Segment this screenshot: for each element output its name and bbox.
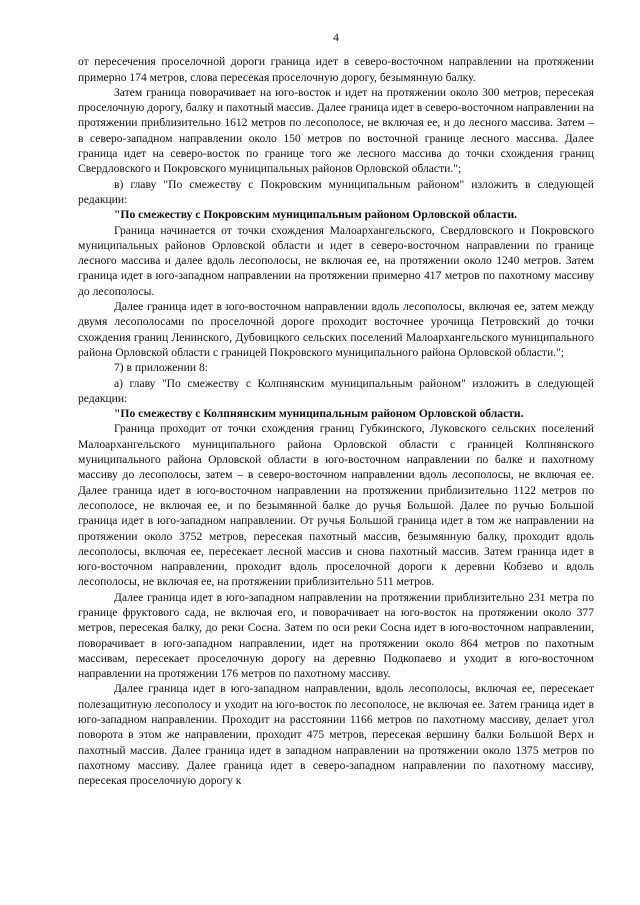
section-heading: "По смежеству с Покровским муниципальным районом Орловской области.	[114, 208, 518, 222]
paragraph: а) главу "По смежеству с Колпнянским муниципальным районом" изложить в следующей редакции:	[78, 376, 594, 405]
section-heading: "По смежеству с Колпнянским муниципальным районом Орловской области.	[114, 407, 524, 421]
paragraph: Далее граница идет в юго-восточном направлении вдоль лесополосы, включая ее, затем между двумя лесополосами по проселочной дороге проходит восточнее урочища Петровский до точки схождения границ Ленинского, Дубовицкого сельских поселений Малоархангельского муниципального района Орловской области с границей Покровского муниципального района Орловской области.";	[78, 300, 594, 359]
paragraph: Далее граница идет в юго-западном направлении, вдоль лесополосы, включая ее, пересекает полезащитную лесополосу и уходит на юго-восток по лесополосе, не включая ее. Затем граница идет в юго-западном направлении. Проходит на расстоянии 1166 метров по пахотному массиву, делает угол поворота в этом же направлении, проходит 475 метров, пересекая вершину балки Большой Верх и пахотный массив. Далее граница идет в западном направлении на протяжении около 1375 метров по пахотному массиву. Далее граница идет в северо-западном направлении по пахотному массиву, пересекая проселочную дорогу к	[78, 682, 594, 788]
paragraph: в) главу "По смежеству с Покровским муниципальным районом" изложить в следующей редакции:	[78, 177, 594, 206]
paragraph: Затем граница поворачивает на юго-восток и идет на протяжении около 300 метров, пересекая проселочную дорогу, балку и пахотный массив. Далее граница идет в северо-восточном направлении на протяжении приблизительно 1612 метров по лесополосе, не включая ее, и до лесного массива. Затем – в северо-западном направлении около 150 метров по восточной границе лесного массива. Далее граница идет на северо-восток по границе того же лесного массива до точки схождения границ Свердловского и Покровского муниципальных районов Орловской области.";	[78, 85, 594, 176]
paragraph: Граница проходит от точки схождения границ Губкинского, Луковского сельских поселений Малоархангельского муниципального района Орловской области с границей Колпнянского муниципального района Орловской области в юго-восточном направлении по балке и пахотному массиву до лесополосы, затем – в северо-восточном направлении вдоль лесополосы, не включая ее. Далее граница идет в юго-восточном направлении на протяжении приблизительно 1122 метров по лесополосе, не включая ее, и по безымянной балке до ручья Большой. Далее по ручью Большой граница идет в юго-западном направлении. От ручья Большой граница идет в том же направлении на протяжении около 3752 метров, пересекая пахотный массив, безымянную балку, проходит вдоль лесополосы, включая ее, пересекает лесной массив и снова пахотный массив. Затем граница идет в юго-восточном направлении, проходит вдоль проселочной дороги к деревни Кобзево и вдоль лесополосы, не включая ее, на протяжении приблизительно 511 метров.	[78, 422, 594, 589]
paragraph: Граница начинается от точки схождения Малоархангельского, Свердловского и Покровского муниципальных районов Орловской области и идет в северо-восточном направлении по границе лесного массива и далее вдоль лесополосы, не включая ее, на протяжении около 1240 метров. Затем граница идет в юго-западном направлении на протяжении примерно 417 метров по пахотному массиву до лесополосы.	[78, 223, 594, 298]
paragraph: Далее граница идет в юго-западном направлении на протяжении приблизительно 231 метра по границе фруктового сада, не включая его, и поворачивает на юго-восток на протяжении около 377 метров, пересекая балку, до реки Сосна. Затем по оси реки Сосна идет в юго-восточном направлении, поворачивает в юго-западном направлении, идет на протяжении около 864 метров по пахотным массивам, пересекает проселочную дорогу на деревню Подкопаево и уходит в юго-восточном направлении на протяжении 176 метров по пахотному массиву.	[78, 590, 594, 681]
page-number: 4	[333, 31, 339, 44]
document-body	[78, 54, 594, 788]
paragraph: 7) в приложении 8:	[114, 361, 208, 375]
paragraph: от пересечения проселочной дороги граница идет в северо-восточном направлении на протяжении примерно 174 метров, слова пересекая проселочную дорогу, безымянную балку.	[78, 55, 594, 84]
